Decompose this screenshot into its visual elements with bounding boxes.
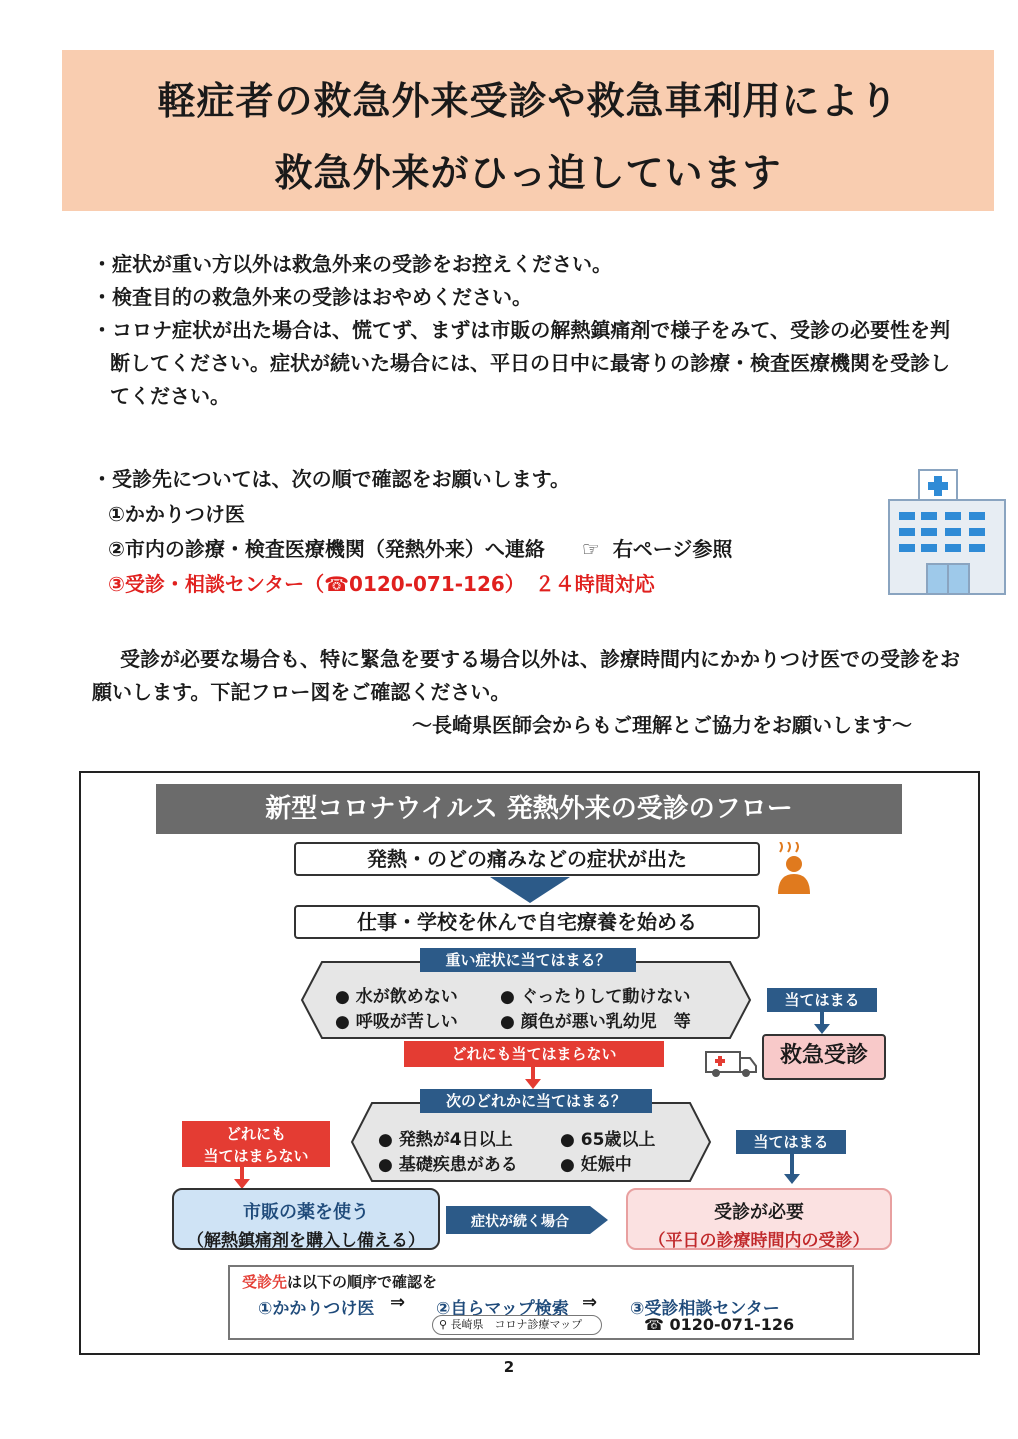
q1-yes-arrow — [814, 1012, 830, 1034]
flow-title: 新型コロナウイルス 発熱外来の受診のフロー — [156, 784, 902, 834]
consultation-needed-box — [626, 1188, 892, 1250]
q2-item: ● 基礎疾患がある — [378, 1155, 518, 1175]
advice-list — [92, 248, 952, 413]
order-item-2-ref: 右ページ参照 — [612, 537, 733, 561]
q1-item: ● ぐったりして動けない — [500, 987, 691, 1007]
guidance-body: 受診が必要な場合も、特に緊急を要する場合以外は、診療時間内にかかりつけ医での受診をお願いします。下記フロー図をご確認ください。 — [92, 647, 960, 704]
q2-item: ● 妊娠中 — [560, 1155, 632, 1175]
visit-line2: （平日の診療時間内の受診） — [648, 1231, 870, 1251]
q1-item: ● 水が飲めない — [335, 987, 458, 1007]
phone-number: ☎ 0120-071-126 — [644, 1315, 795, 1334]
bottom-instructions — [228, 1265, 854, 1340]
sick-person-icon — [772, 842, 812, 894]
pointing-hand-icon: ☞ — [581, 537, 600, 561]
q1-yes-label: 当てはまる — [767, 988, 877, 1012]
q1-item: ● 顔色が悪い乳幼児 等 — [500, 1012, 691, 1032]
header-title-line2: 救急外来がひっ迫しています — [274, 151, 782, 195]
flow-arrow-1 — [490, 877, 570, 903]
next-arrow-icon: ⇒ — [390, 1292, 406, 1313]
bottom-step-1: ①かかりつけ医 — [258, 1299, 375, 1319]
symptoms-continue-label: 症状が続く場合 — [471, 1214, 569, 1230]
ambulance-icon — [704, 1046, 758, 1078]
q1-no-label: どれにも当てはまらない — [404, 1041, 664, 1067]
question1-label: 重い症状に当てはまる？ — [420, 948, 636, 972]
visit-line1: 受診が必要 — [714, 1202, 804, 1223]
q1-item: ● 呼吸が苦しい — [335, 1012, 458, 1032]
q2-no-label — [182, 1121, 330, 1167]
guidance-sign: ～長崎県医師会からもご理解とご協力をお願いします～ — [412, 713, 912, 737]
bottom-heading-red: 受診先 — [242, 1273, 288, 1291]
order-intro: ・受診先については、次の順で確認をお願いします。 — [92, 467, 570, 491]
order-item-2-text: ②市内の診療・検査医療機関（発熱外来）へ連絡 — [108, 537, 545, 561]
flow-step-symptoms: 発熱・のどの痛みなどの症状が出た — [294, 842, 760, 876]
q2-item: ● 65歳以上 — [560, 1130, 656, 1150]
hospital-icon — [885, 468, 1010, 596]
bottom-heading — [242, 1271, 437, 1292]
order-item-1: ①かかりつけ医 — [108, 502, 245, 526]
otc-line1: 市販の薬を使う — [243, 1202, 369, 1223]
header-banner — [62, 50, 994, 211]
guidance-paragraph — [92, 643, 972, 742]
next-arrow-icon: ⇒ — [582, 1292, 598, 1313]
q2-item: ● 発熱が4日以上 — [378, 1130, 513, 1150]
consultation-order — [92, 462, 732, 602]
search-icon: ⚲ — [439, 1318, 448, 1331]
otc-medicine-box — [172, 1188, 440, 1250]
q2-no-line2: 当てはまらない — [203, 1147, 309, 1165]
bottom-heading-rest: は以下の順序で確認を — [287, 1273, 438, 1291]
q2-yes-arrow — [784, 1154, 800, 1184]
bottom-step-3: ③受診相談センター — [630, 1299, 780, 1319]
map-search-text: 長崎県 コロナ診療マップ — [450, 1318, 583, 1331]
flow-step-home-rest: 仕事・学校を休んで自宅療養を始める — [294, 905, 760, 939]
emergency-box: 救急受診 — [762, 1034, 886, 1080]
bottom-step-2: ②自らマップ検索 — [436, 1299, 569, 1319]
otc-line2: （解熱鎮痛剤を購入し備える） — [187, 1231, 425, 1251]
header-title-line1: 軽症者の救急外来受診や救急車利用により — [157, 79, 899, 123]
advice-item: ・検査目的の救急外来の受診はおやめください。 — [92, 285, 532, 309]
order-item-2 — [92, 532, 732, 567]
map-search-box — [432, 1315, 602, 1335]
page-number: 2 — [503, 1358, 515, 1376]
advice-item: ・症状が重い方以外は救急外来の受診をお控えください。 — [92, 252, 612, 276]
advice-item: ・コロナ症状が出た場合は、慌てず、まずは市販の解熱鎮痛剤で様子をみて、受診の必要性を判断してください。症状が続いた場合には、平日の日中に最寄りの診療・検査医療機関を受診してください。 — [92, 318, 950, 408]
q2-no-arrow — [234, 1167, 250, 1189]
q1-no-arrow — [525, 1067, 541, 1089]
question2-label: 次のどれかに当てはまる？ — [420, 1089, 652, 1113]
q2-yes-label: 当てはまる — [736, 1130, 846, 1154]
q2-no-line1: どれにも — [225, 1125, 286, 1143]
order-item-3: ③受診・相談センター（☎0120-071-126） ２４時間対応 — [108, 572, 655, 596]
